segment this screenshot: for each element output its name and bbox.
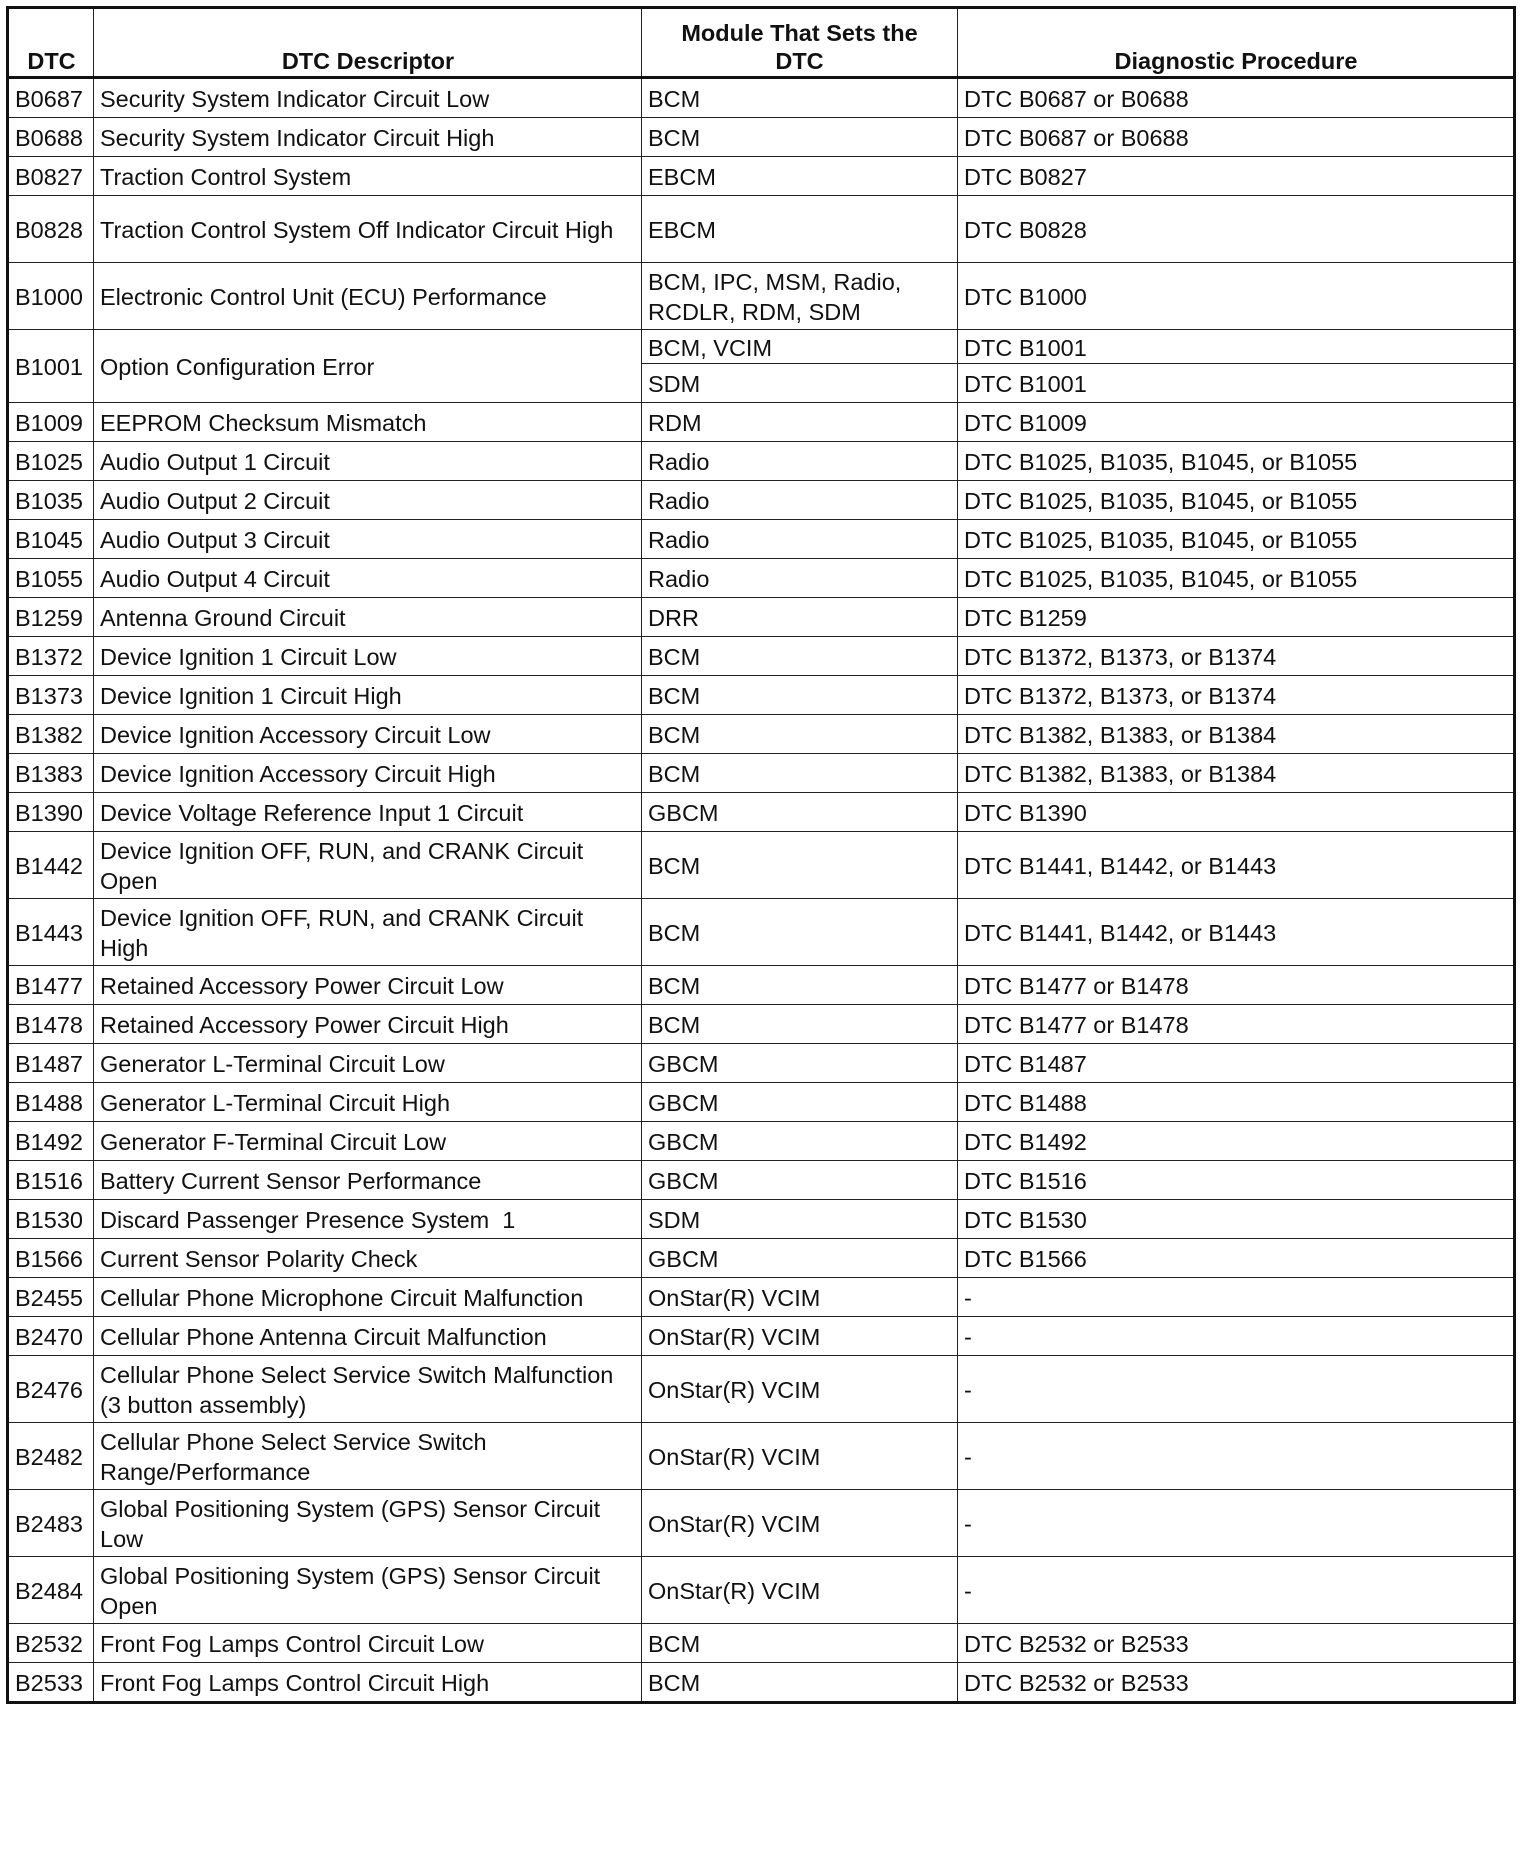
dtc-descriptor: Retained Accessory Power Circuit High [94,1005,642,1044]
dtc-code: B1259 [8,598,94,637]
dtc-code: B1477 [8,966,94,1005]
module: GBCM [642,1239,958,1278]
diagnostic-procedure: DTC B1487 [958,1044,1515,1083]
dtc-descriptor: Device Voltage Reference Input 1 Circuit [94,793,642,832]
module: BCM [642,118,958,157]
table-row [8,196,1515,263]
dtc-descriptor: Traction Control System [94,157,642,196]
dtc-code: B1001 [8,330,94,403]
module: EBCM [642,196,958,263]
module: Radio [642,481,958,520]
dtc-descriptor: Generator L-Terminal Circuit Low [94,1044,642,1083]
table-row [8,481,1515,520]
table-row [8,1356,1515,1423]
dtc-descriptor: Device Ignition 1 Circuit Low [94,637,642,676]
dtc-descriptor: Security System Indicator Circuit High [94,118,642,157]
table-row [8,1663,1515,1703]
table-row [8,403,1515,442]
module: SDM [642,364,958,403]
dtc-code: B1025 [8,442,94,481]
dtc-code: B0828 [8,196,94,263]
diagnostic-procedure: DTC B1441, B1442, or B1443 [958,899,1515,966]
dtc-code: B1478 [8,1005,94,1044]
dtc-code: B1373 [8,676,94,715]
table-row [8,1161,1515,1200]
table-row [8,263,1515,330]
module: BCM [642,78,958,118]
module: Radio [642,559,958,598]
diagnostic-procedure: DTC B1001 [958,330,1515,364]
diagnostic-procedure: DTC B0828 [958,196,1515,263]
diagnostic-procedure: - [958,1317,1515,1356]
module: RDM [642,403,958,442]
diagnostic-procedure: DTC B1441, B1442, or B1443 [958,832,1515,899]
dtc-code: B1487 [8,1044,94,1083]
table-row [8,754,1515,793]
diagnostic-procedure: DTC B1000 [958,263,1515,330]
dtc-code: B1516 [8,1161,94,1200]
module: OnStar(R) VCIM [642,1490,958,1557]
module: BCM [642,637,958,676]
diagnostic-procedure: - [958,1490,1515,1557]
table-body [8,78,1515,1703]
dtc-code: B0688 [8,118,94,157]
diagnostic-procedure: DTC B0827 [958,157,1515,196]
dtc-descriptor: Global Positioning System (GPS) Sensor Circuit Low [94,1490,642,1557]
dtc-descriptor: Battery Current Sensor Performance [94,1161,642,1200]
dtc-descriptor: Device Ignition Accessory Circuit High [94,754,642,793]
dtc-descriptor: Audio Output 4 Circuit [94,559,642,598]
table-row [8,676,1515,715]
diagnostic-procedure: DTC B1382, B1383, or B1384 [958,754,1515,793]
dtc-code: B1055 [8,559,94,598]
dtc-descriptor: Device Ignition 1 Circuit High [94,676,642,715]
dtc-descriptor: Generator F-Terminal Circuit Low [94,1122,642,1161]
module: BCM, VCIM [642,330,958,364]
dtc-descriptor: Option Configuration Error [94,330,642,403]
module: GBCM [642,1044,958,1083]
dtc-code: B2476 [8,1356,94,1423]
table-row [8,1005,1515,1044]
table-row [8,1490,1515,1557]
dtc-descriptor: Cellular Phone Antenna Circuit Malfunction [94,1317,642,1356]
dtc-descriptor: Audio Output 1 Circuit [94,442,642,481]
diagnostic-procedure: DTC B0687 or B0688 [958,118,1515,157]
table-row [8,330,1515,364]
dtc-descriptor: Front Fog Lamps Control Circuit High [94,1663,642,1703]
diagnostic-procedure: DTC B0687 or B0688 [958,78,1515,118]
diagnostic-procedure: DTC B1025, B1035, B1045, or B1055 [958,559,1515,598]
dtc-descriptor: Current Sensor Polarity Check [94,1239,642,1278]
diagnostic-procedure: DTC B1372, B1373, or B1374 [958,676,1515,715]
dtc-code: B1372 [8,637,94,676]
table-row [8,1624,1515,1663]
dtc-code: B1009 [8,403,94,442]
header-module: Module That Sets the DTC [642,8,958,78]
module: OnStar(R) VCIM [642,1557,958,1624]
table-row [8,832,1515,899]
dtc-descriptor: Cellular Phone Select Service Switch Range/Performance [94,1423,642,1490]
table-row [8,715,1515,754]
table-row [8,1239,1515,1278]
table-row [8,1083,1515,1122]
header-dtc: DTC [8,8,94,78]
dtc-descriptor: EEPROM Checksum Mismatch [94,403,642,442]
dtc-code: B2483 [8,1490,94,1557]
dtc-code: B2470 [8,1317,94,1356]
diagnostic-procedure: DTC B1492 [958,1122,1515,1161]
module: BCM [642,832,958,899]
dtc-descriptor: Generator L-Terminal Circuit High [94,1083,642,1122]
module: Radio [642,442,958,481]
dtc-code: B2455 [8,1278,94,1317]
table-row [8,78,1515,118]
table-row [8,1278,1515,1317]
dtc-code: B1383 [8,754,94,793]
table-header-row [8,8,1515,78]
diagnostic-procedure: DTC B1382, B1383, or B1384 [958,715,1515,754]
module: OnStar(R) VCIM [642,1278,958,1317]
table-row [8,899,1515,966]
diagnostic-procedure: - [958,1557,1515,1624]
diagnostic-procedure: - [958,1278,1515,1317]
module: SDM [642,1200,958,1239]
dtc-code: B1488 [8,1083,94,1122]
table-row [8,118,1515,157]
diagnostic-procedure: DTC B1009 [958,403,1515,442]
dtc-descriptor: Cellular Phone Select Service Switch Malfunction (3 button assembly) [94,1356,642,1423]
diagnostic-procedure: DTC B1025, B1035, B1045, or B1055 [958,520,1515,559]
diagnostic-procedure: DTC B1001 [958,364,1515,403]
dtc-descriptor: Front Fog Lamps Control Circuit Low [94,1624,642,1663]
dtc-code: B2484 [8,1557,94,1624]
dtc-descriptor: Traction Control System Off Indicator Circuit High [94,196,642,263]
dtc-code: B1566 [8,1239,94,1278]
dtc-descriptor: Device Ignition OFF, RUN, and CRANK Circuit High [94,899,642,966]
module: BCM [642,966,958,1005]
module: OnStar(R) VCIM [642,1317,958,1356]
diagnostic-procedure: DTC B1488 [958,1083,1515,1122]
table-row [8,1122,1515,1161]
diagnostic-procedure: DTC B1259 [958,598,1515,637]
module: GBCM [642,1122,958,1161]
dtc-descriptor: Electronic Control Unit (ECU) Performance [94,263,642,330]
dtc-code: B2533 [8,1663,94,1703]
dtc-descriptor: Cellular Phone Microphone Circuit Malfunction [94,1278,642,1317]
module: Radio [642,520,958,559]
diagnostic-procedure: - [958,1356,1515,1423]
diagnostic-procedure: DTC B1516 [958,1161,1515,1200]
diagnostic-procedure: DTC B2532 or B2533 [958,1663,1515,1703]
module: OnStar(R) VCIM [642,1423,958,1490]
table-row [8,1044,1515,1083]
dtc-code: B2532 [8,1624,94,1663]
dtc-code: B0827 [8,157,94,196]
module: BCM [642,1663,958,1703]
module: GBCM [642,793,958,832]
diagnostic-procedure: DTC B1477 or B1478 [958,1005,1515,1044]
dtc-code: B1443 [8,899,94,966]
table-row [8,442,1515,481]
module: BCM, IPC, MSM, Radio, RCDLR, RDM, SDM [642,263,958,330]
diagnostic-procedure: DTC B1390 [958,793,1515,832]
diagnostic-procedure: DTC B2532 or B2533 [958,1624,1515,1663]
dtc-code: B2482 [8,1423,94,1490]
module: BCM [642,1005,958,1044]
dtc-descriptor: Discard Passenger Presence System 1 [94,1200,642,1239]
diagnostic-procedure: DTC B1372, B1373, or B1374 [958,637,1515,676]
module: BCM [642,1624,958,1663]
table-row [8,598,1515,637]
dtc-code: B1382 [8,715,94,754]
table-row [8,793,1515,832]
module: BCM [642,715,958,754]
module: BCM [642,754,958,793]
dtc-descriptor: Security System Indicator Circuit Low [94,78,642,118]
dtc-code: B1000 [8,263,94,330]
dtc-descriptor: Antenna Ground Circuit [94,598,642,637]
dtc-descriptor: Device Ignition OFF, RUN, and CRANK Circuit Open [94,832,642,899]
dtc-descriptor: Device Ignition Accessory Circuit Low [94,715,642,754]
module: DRR [642,598,958,637]
diagnostic-procedure: DTC B1025, B1035, B1045, or B1055 [958,442,1515,481]
dtc-code: B1442 [8,832,94,899]
table-row [8,559,1515,598]
table-row [8,966,1515,1005]
module: OnStar(R) VCIM [642,1356,958,1423]
header-descriptor: DTC Descriptor [94,8,642,78]
module: BCM [642,676,958,715]
table-row [8,520,1515,559]
module: EBCM [642,157,958,196]
diagnostic-procedure: - [958,1423,1515,1490]
dtc-code: B1390 [8,793,94,832]
dtc-descriptor: Global Positioning System (GPS) Sensor Circuit Open [94,1557,642,1624]
table-row [8,1423,1515,1490]
diagnostic-procedure: DTC B1025, B1035, B1045, or B1055 [958,481,1515,520]
dtc-descriptor: Retained Accessory Power Circuit Low [94,966,642,1005]
dtc-code: B1492 [8,1122,94,1161]
module: GBCM [642,1161,958,1200]
dtc-code: B1045 [8,520,94,559]
table-row [8,1317,1515,1356]
dtc-code: B0687 [8,78,94,118]
dtc-descriptor: Audio Output 3 Circuit [94,520,642,559]
table-row [8,637,1515,676]
dtc-code: B1035 [8,481,94,520]
diagnostic-procedure: DTC B1477 or B1478 [958,966,1515,1005]
dtc-table [6,6,1516,1704]
dtc-descriptor: Audio Output 2 Circuit [94,481,642,520]
header-procedure: Diagnostic Procedure [958,8,1515,78]
dtc-code: B1530 [8,1200,94,1239]
diagnostic-procedure: DTC B1566 [958,1239,1515,1278]
module: BCM [642,899,958,966]
table-row [8,157,1515,196]
diagnostic-procedure: DTC B1530 [958,1200,1515,1239]
module: GBCM [642,1083,958,1122]
table-row [8,1200,1515,1239]
table-row [8,1557,1515,1624]
